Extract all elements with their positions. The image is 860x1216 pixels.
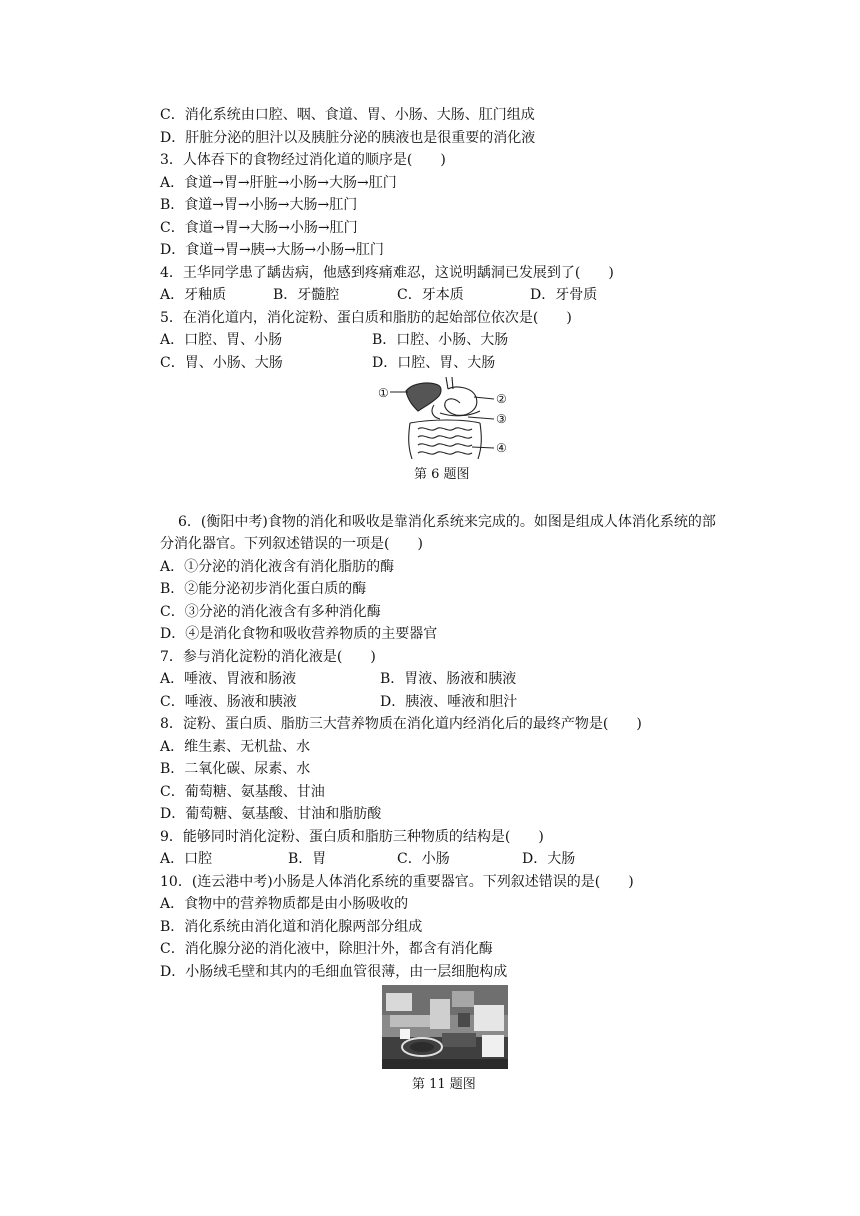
option: A．口腔 <box>160 851 213 867</box>
option: B．牙髓腔 <box>273 287 340 303</box>
figure-label: ② <box>496 392 507 406</box>
option-line: B．食道→胃→小肠→大肠→肛门 <box>160 197 358 213</box>
option-row <box>160 285 620 305</box>
question-3: 3．人体吞下的食物经过消化道的顺序是( ) <box>160 152 446 168</box>
option-line: B．②能分泌初步消化蛋白质的酶 <box>160 581 367 597</box>
option-line: D．④是消化食物和吸收营养物质的主要器官 <box>160 626 438 642</box>
option-row <box>160 330 620 350</box>
option: A．唾液、胃液和肠液 <box>160 671 297 687</box>
question-5: 5．在消化道内，消化淀粉、蛋白质和脂肪的起始部位依次是( ) <box>160 310 572 326</box>
option: D．大肠 <box>522 851 576 867</box>
option-line: D．食道→胃→胰→大肠→小肠→肛门 <box>160 242 384 258</box>
option: D．胰液、唾液和胆汁 <box>380 694 518 710</box>
option-line: A．①分泌的消化液含有消化脂肪的酶 <box>160 559 395 575</box>
question-11-photo <box>382 985 508 1069</box>
question-6-cont: 分消化器官。下列叙述错误的一项是( ) <box>160 536 423 552</box>
option: C．胃、小肠、大肠 <box>160 355 283 371</box>
option: B．胃 <box>288 851 327 867</box>
figure-label: ① <box>378 386 389 400</box>
option-line: D．小肠绒毛壁和其内的毛细血管很薄，由一层细胞构成 <box>160 964 508 980</box>
option-row <box>160 692 620 712</box>
option-row <box>160 669 620 689</box>
option-line: B．二氧化碳、尿素、水 <box>160 761 311 777</box>
option-row <box>160 353 620 373</box>
option: B．口腔、小肠、大肠 <box>372 332 509 348</box>
option-line: C．③分泌的消化液含有多种消化酶 <box>160 604 381 620</box>
question-10: 10．(连云港中考)小肠是人体消化系统的重要器官。下列叙述错误的是( ) <box>160 874 634 890</box>
figure-caption: 第 11 题图 <box>412 1077 476 1092</box>
option-line: C．消化腺分泌的消化液中，除胆汁外，都含有消化酶 <box>160 941 493 957</box>
option-line: C．食道→胃→大肠→小肠→肛门 <box>160 220 358 236</box>
option: C．小肠 <box>397 851 450 867</box>
option: D．口腔、胃、大肠 <box>372 355 496 371</box>
option-line: A．维生素、无机盐、水 <box>160 739 311 755</box>
option: A．口腔、胃、小肠 <box>160 332 283 348</box>
option: C．唾液、肠液和胰液 <box>160 694 297 710</box>
question-8: 8．淀粉、蛋白质、脂肪三大营养物质在消化道内经消化后的最终产物是( ) <box>160 716 642 732</box>
option: B．胃液、肠液和胰液 <box>380 671 517 687</box>
figure-label: ③ <box>496 412 507 426</box>
question-4: 4．王华同学患了龋齿病，他感到疼痛难忍，这说明龋洞已发展到了( ) <box>160 265 614 281</box>
option-line: C．葡萄糖、氨基酸、甘油 <box>160 784 325 800</box>
question-7: 7．参与消化淀粉的消化液是( ) <box>160 649 376 665</box>
digestive-system-figure <box>376 377 512 463</box>
option: A．牙釉质 <box>160 287 227 303</box>
option: C．牙本质 <box>397 287 464 303</box>
option-line: D．肝脏分泌的胆汁以及胰脏分泌的胰液也是很重要的消化液 <box>160 130 536 146</box>
question-9: 9．能够同时消化淀粉、蛋白质和脂肪三种物质的结构是( ) <box>160 829 544 845</box>
option-line: A．食物中的营养物质都是由小肠吸收的 <box>160 896 409 912</box>
option-line: D．葡萄糖、氨基酸、甘油和脂肪酸 <box>160 806 382 822</box>
option: D．牙骨质 <box>530 287 598 303</box>
figure-caption: 第 6 题图 <box>414 467 470 482</box>
option-line: B．消化系统由消化道和消化腺两部分组成 <box>160 919 423 935</box>
option-row <box>160 849 620 869</box>
option-line: A．食道→胃→肝脏→小肠→大肠→肛门 <box>160 175 397 191</box>
question-6: 6．(衡阳中考)食物的消化和吸收是靠消化系统来完成的。如图是组成人体消化系统的部 <box>178 514 716 530</box>
option-line: C．消化系统由口腔、咽、食道、胃、小肠、大肠、肛门组成 <box>160 107 535 123</box>
figure-label: ④ <box>496 441 507 455</box>
